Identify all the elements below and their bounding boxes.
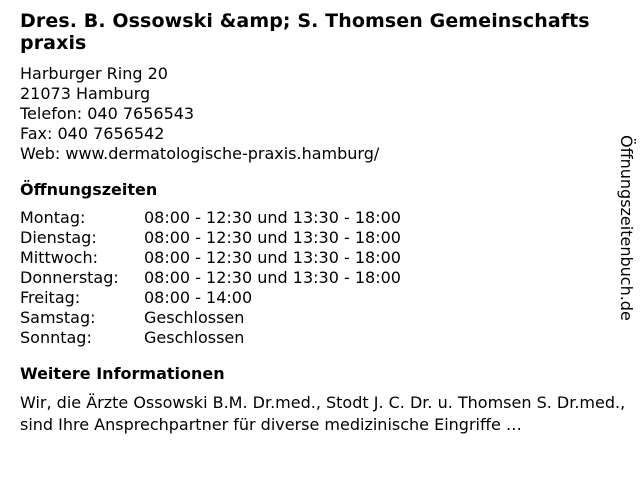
day-label: Sonntag: (20, 328, 92, 347)
time-value: 08:00 - 14:00 (144, 288, 253, 307)
practice-title: Dres. B. Ossowski &amp; S. Thomsen Gemeinschafts praxis (20, 10, 590, 54)
practice-card (20, 10, 626, 436)
day-label: Montag: (20, 208, 86, 227)
brand-watermark: Öffnungszeitenbuch.de (617, 135, 636, 321)
info-heading: Weitere Informationen (20, 364, 225, 383)
day-label: Samstag: (20, 308, 96, 327)
address-block (20, 64, 612, 164)
hours-row-friday (20, 288, 401, 308)
hours-row-thursday (20, 268, 401, 288)
day-label: Donnerstag: (20, 268, 119, 287)
hours-table (20, 208, 401, 348)
hours-row-tuesday (20, 228, 401, 248)
hours-row-monday (20, 208, 401, 228)
day-label: Mittwoch: (20, 248, 98, 267)
address-street: Harburger Ring 20 (20, 64, 168, 83)
day-label: Dienstag: (20, 228, 97, 247)
fax-number: Fax: 040 7656542 (20, 124, 165, 143)
time-value: 08:00 - 12:30 und 13:30 - 18:00 (144, 248, 401, 267)
time-value: Geschlossen (144, 328, 245, 347)
address-city: 21073 Hamburg (20, 84, 151, 103)
hours-row-wednesday (20, 248, 401, 268)
hours-heading: Öffnungszeiten (20, 180, 158, 199)
hours-row-sunday (20, 328, 401, 348)
day-label: Freitag: (20, 288, 81, 307)
phone-number: Telefon: 040 7656543 (20, 104, 195, 123)
time-value: 08:00 - 12:30 und 13:30 - 18:00 (144, 228, 401, 247)
time-value: 08:00 - 12:30 und 13:30 - 18:00 (144, 208, 401, 227)
website-link[interactable]: Web: www.dermatologische-praxis.hamburg/ (20, 144, 380, 163)
info-text: Wir, die Ärzte Ossowski B.M. Dr.med., Stodt J. C. Dr. u. Thomsen S. Dr.med., sind Ihre Ansprechpartner für diverse medizinische Eingriffe … (20, 393, 626, 434)
time-value: 08:00 - 12:30 und 13:30 - 18:00 (144, 268, 401, 287)
time-value: Geschlossen (144, 308, 245, 327)
hours-row-saturday (20, 308, 401, 328)
